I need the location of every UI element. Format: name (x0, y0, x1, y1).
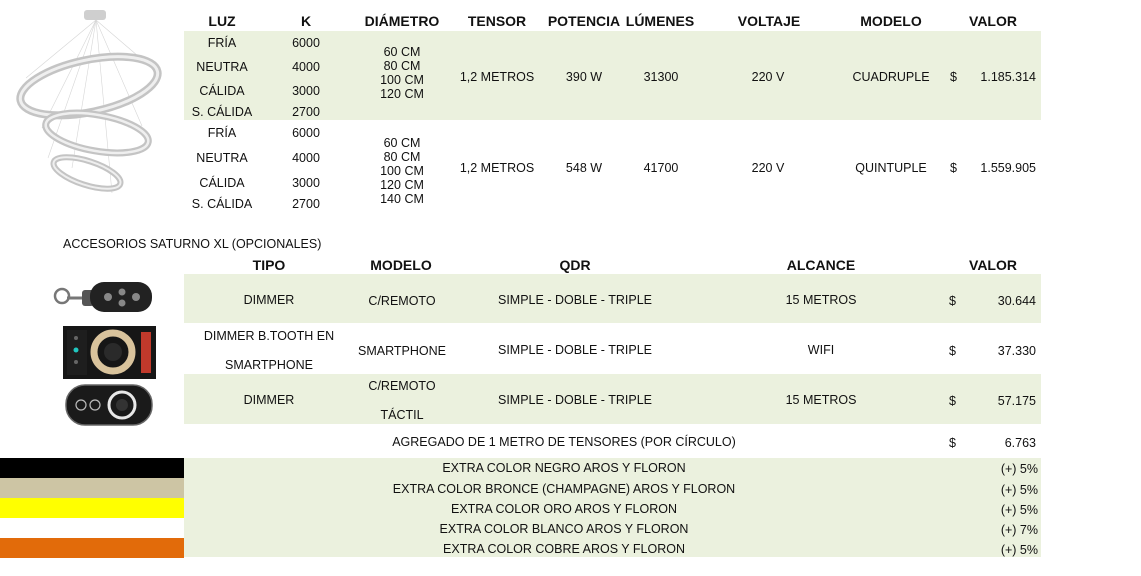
modelo-cell: QUINTUPLE (855, 161, 927, 175)
luz-cell: NEUTRA (196, 60, 248, 74)
valor-cell: 6.763 (1004, 436, 1036, 450)
tensor-cell: 1,2 METROS (459, 161, 535, 175)
currency-symbol: $ (949, 394, 956, 408)
extra-color-pct: (+) 7% (1000, 523, 1038, 537)
keychain-remote-image (50, 278, 155, 318)
color-swatch-oro (0, 498, 184, 518)
luz-cell: FRÍA (207, 126, 237, 140)
extra-color-label: EXTRA COLOR ORO AROS Y FLORON (451, 502, 677, 516)
valor-cell: 37.330 (997, 344, 1036, 358)
qdr-cell: SIMPLE - DOBLE - TRIPLE (498, 293, 652, 307)
valor-cell: 57.175 (997, 394, 1036, 408)
alcance-cell: 15 METROS (785, 293, 857, 307)
header-potencia: POTENCIA (547, 13, 621, 29)
header-diametro: DIÁMETRO (364, 13, 440, 29)
diametro-value: 60 CM (383, 136, 421, 150)
color-swatch-cobre (0, 538, 184, 558)
diametro-value: 100 CM (380, 164, 424, 178)
diametro-cell (352, 45, 452, 101)
extra-color-pct: (+) 5% (1000, 483, 1038, 497)
lumenes-cell: 41700 (643, 161, 679, 175)
modelo-cell: CUADRUPLE (852, 70, 930, 84)
voltaje-cell: 220 V (751, 161, 785, 175)
valor-cell: 30.644 (997, 294, 1036, 308)
diametro-cell (352, 136, 452, 206)
color-swatch-bronce (0, 478, 184, 498)
accessories-title: ACCESORIOS SATURNO XL (OPCIONALES) (63, 237, 322, 251)
k-cell: 4000 (292, 151, 320, 165)
extra-color-label: EXTRA COLOR COBRE AROS Y FLORON (443, 542, 685, 556)
header-modelo: MODELO (860, 13, 922, 29)
tipo-cell: SMARTPHONE (225, 358, 313, 372)
touch-remote-image (64, 383, 154, 427)
header-alcance: ALCANCE (786, 257, 856, 273)
potencia-cell: 390 W (565, 70, 603, 84)
diametro-value: 60 CM (383, 45, 421, 59)
alcance-cell: WIFI (807, 343, 835, 357)
diametro-value: 80 CM (383, 59, 421, 73)
header-acc-valor: VALOR (969, 257, 1017, 273)
potencia-cell: 548 W (565, 161, 603, 175)
tipo-cell: DIMMER (243, 393, 295, 407)
header-luz: LUZ (208, 13, 236, 29)
luz-cell: CÁLIDA (199, 84, 245, 98)
tipo-cell: DIMMER B.TOOTH EN (203, 329, 335, 343)
currency-symbol: $ (949, 344, 956, 358)
tensor-extra-label: AGREGADO DE 1 METRO DE TENSORES (POR CÍRCULO) (392, 435, 736, 449)
voltaje-cell: 220 V (751, 70, 785, 84)
valor-cell: 1.185.314 (980, 70, 1036, 84)
currency-symbol: $ (950, 161, 957, 175)
k-cell: 2700 (292, 105, 320, 119)
lumenes-cell: 31300 (643, 70, 679, 84)
header-qdr: QDR (559, 257, 591, 273)
currency-symbol: $ (950, 70, 957, 84)
extra-color-pct: (+) 5% (1000, 462, 1038, 476)
k-cell: 2700 (292, 197, 320, 211)
qdr-cell: SIMPLE - DOBLE - TRIPLE (498, 343, 652, 357)
diametro-value: 80 CM (383, 150, 421, 164)
modelo-cell: C/REMOTO (368, 294, 436, 308)
luz-cell: S. CÁLIDA (191, 105, 253, 119)
k-cell: 6000 (292, 36, 320, 50)
extra-color-pct: (+) 5% (1000, 543, 1038, 557)
chandelier-image (12, 8, 162, 203)
diametro-value: 140 CM (380, 192, 424, 206)
header-tipo: TIPO (252, 257, 286, 273)
modelo-cell: TÁCTIL (380, 408, 424, 422)
extra-color-pct: (+) 5% (1000, 503, 1038, 517)
qdr-cell: SIMPLE - DOBLE - TRIPLE (498, 393, 652, 407)
header-valor: VALOR (969, 13, 1017, 29)
header-tensor: TENSOR (467, 13, 527, 29)
alcance-cell: 15 METROS (785, 393, 857, 407)
diametro-value: 100 CM (380, 73, 424, 87)
luz-cell: FRÍA (207, 36, 237, 50)
diametro-value: 120 CM (380, 87, 424, 101)
luz-cell: S. CÁLIDA (191, 197, 253, 211)
diametro-value: 120 CM (380, 178, 424, 192)
header-voltaje: VOLTAJE (737, 13, 801, 29)
extra-color-label: EXTRA COLOR BLANCO AROS Y FLORON (439, 522, 689, 536)
modelo-cell: C/REMOTO (368, 379, 436, 393)
header-k: K (300, 13, 312, 29)
valor-cell: 1.559.905 (980, 161, 1036, 175)
color-swatch-blanco (0, 518, 184, 538)
currency-symbol: $ (949, 436, 956, 450)
luz-cell: NEUTRA (196, 151, 248, 165)
k-cell: 3000 (292, 176, 320, 190)
header-acc-modelo: MODELO (370, 257, 432, 273)
extra-color-label: EXTRA COLOR BRONCE (CHAMPAGNE) AROS Y FLORON (392, 482, 736, 496)
bluetooth-dimmer-image (63, 326, 156, 379)
k-cell: 6000 (292, 126, 320, 140)
color-swatch-negro (0, 458, 184, 478)
tipo-cell: DIMMER (243, 293, 295, 307)
header-lumenes: LÚMENES (625, 13, 695, 29)
extra-color-label: EXTRA COLOR NEGRO AROS Y FLORON (442, 461, 686, 475)
modelo-cell: SMARTPHONE (358, 344, 446, 358)
k-cell: 4000 (292, 60, 320, 74)
luz-cell: CÁLIDA (199, 176, 245, 190)
k-cell: 3000 (292, 84, 320, 98)
tensor-cell: 1,2 METROS (459, 70, 535, 84)
currency-symbol: $ (949, 294, 956, 308)
